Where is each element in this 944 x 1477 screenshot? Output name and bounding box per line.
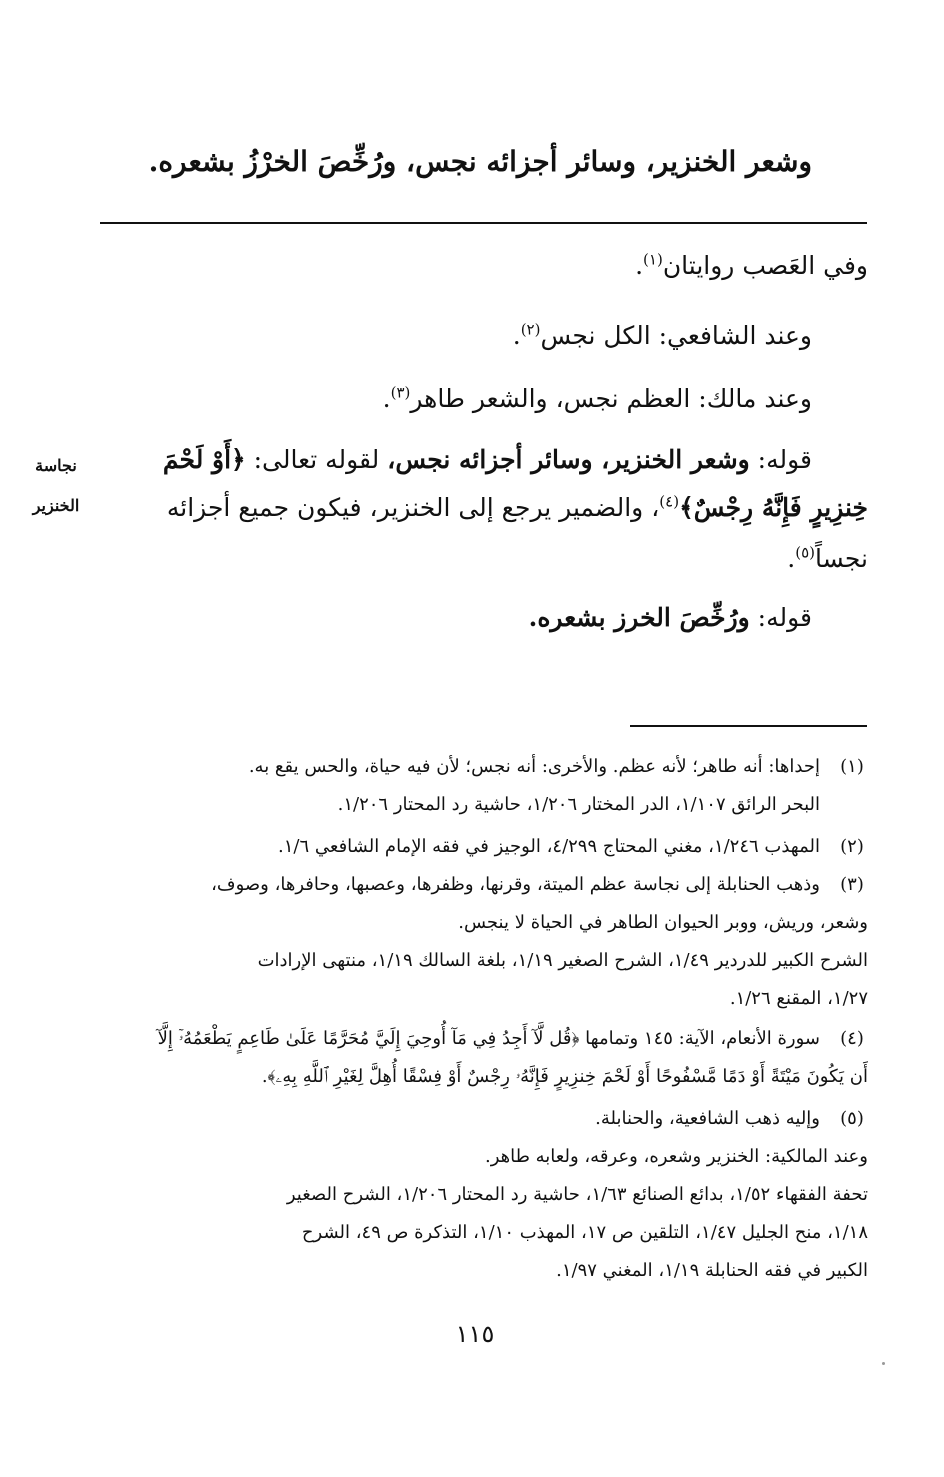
paragraph-end: . [382, 384, 391, 413]
footnote-line: وشعر، وريش، ووبر الحيوان الطاهر في الحياة لا ينجس. [458, 912, 868, 933]
footnote-line: سورة الأنعام، الآية: ١٤٥ وتمامها ﴿قُل لَّآ أَجِدُ فِي مَآ أُوحِيَ إِلَيَّ مُحَرَّمًا عَلَىٰ طَاعِمٍ يَطْعَمُهُۥٓ إِلَّآ [157, 1028, 820, 1049]
paragraph-shafii [513, 314, 812, 358]
footnote-ref-4[interactable]: (٤) [659, 492, 680, 511]
footnote-line: الكبير في فقه الحنابلة ١/١٩، المغني ١/٩٧. [556, 1260, 868, 1281]
footnote-line: البحر الرائق ١/١٠٧، الدر المختار ١/٢٠٦، حاشية رد المحتار ١/٢٠٦. [337, 794, 820, 815]
footnote-ref-2[interactable]: (٢) [520, 320, 541, 339]
footnote-1 [103, 748, 868, 824]
paragraph-end: . [635, 251, 644, 280]
footnote-ref-3[interactable]: (٣) [390, 383, 411, 402]
footnote-number: (١) [840, 756, 864, 777]
footnote-number: (٤) [840, 1028, 864, 1049]
footnote-3 [103, 866, 868, 1018]
paragraph-end: . [512, 321, 521, 350]
paragraph-text: وعند مالك: العظم نجس، والشعر طاهر [410, 384, 812, 413]
footnote-line: ١/٢٧، المقنع ١/٢٦. [729, 988, 868, 1009]
footnote-line: المهذب ١/٢٤٦، مغني المحتاج ٤/٢٩٩، الوجيز في فقه الإمام الشافعي ١/٦. [278, 836, 820, 857]
quran-verse-end: خِنزِيرٍ فَإِنَّهُ رِجْسٌ﴾ [679, 493, 868, 522]
page-number: ١١٥ [455, 1320, 495, 1348]
paragraph-text: وفي العَصب روايتان [662, 251, 868, 280]
paragraph-pig-line3 [787, 537, 868, 581]
paragraph-text: ، والضمير يرجع إلى الخنزير، فيكون جميع أجزائه [166, 493, 660, 522]
paragraph-pig-line2 [167, 486, 868, 530]
footnote-line: تحفة الفقهاء ١/٥٢، بدائع الصنائع ١/٦٣، حاشية رد المحتار ١/٢٠٦، الشرح الصغير [286, 1184, 868, 1205]
paragraph-nerves [635, 244, 868, 288]
quote-intro: قوله: [749, 603, 812, 632]
footnote-line: إحداها: أنه طاهر؛ لأنه عظم. والأخرى: أنه نجس؛ لأن فيه حياة، والحس يقع به. [248, 756, 820, 777]
quran-verse-start: ﴿أَوْ لَحْمَ [162, 445, 246, 474]
footnote-ref-1[interactable]: (١) [643, 250, 663, 269]
footnote-5 [103, 1100, 868, 1290]
scan-mark [882, 1362, 885, 1365]
footnote-line: وذهب الحنابلة إلى نجاسة عظم الميتة، وقرنها، وظفرها، وعصبها، وحافرها، وصوف، [211, 874, 820, 895]
margin-note: نجاسة الخنزير [32, 456, 80, 515]
footnote-line: ١/١٨، منح الجليل ١/٤٧، التلقين ص ١٧، المهذب ١/١٠، التذكرة ص ٤٩، الشرح [301, 1222, 868, 1243]
section-heading: وشعر الخنزير، وسائر أجزائه نجس، ورُخِّصَ الخرْزُ بشعره. [148, 145, 812, 178]
footnote-divider [630, 725, 867, 727]
footnote-number: (٣) [840, 874, 864, 895]
footnote-2 [103, 828, 868, 866]
paragraph-pig-line1 [163, 438, 812, 482]
footnote-number: (٢) [840, 836, 864, 857]
paragraph-malik [383, 377, 812, 421]
footnote-line: أَن يَكُونَ مَيْتَةً أَوْ دَمًا مَّسْفُوحًا أَوْ لَحْمَ خِنزِيرٍ فَإِنَّهُۥ رِجْسٌ أَوْ فِسْقًا أُهِلَّ لِغَيْرِ ٱللَّهِ بِهِۦ﴾. [261, 1066, 868, 1087]
footnote-4 [103, 1020, 868, 1096]
footnote-line: وعند المالكية: الخنزير وشعره، وعرقه، ولعابه طاهر. [484, 1146, 868, 1167]
paragraph-text: نجساً [814, 544, 868, 573]
quoted-matn: وشعر الخنزير، وسائر أجزائه نجس، [387, 445, 750, 474]
paragraph-text: وعند الشافعي: الكل نجس [540, 321, 812, 350]
quoted-matn: ورُخِّصَ الخرز بشعره. [528, 603, 750, 632]
footnote-line: الشرح الكبير للدردير ١/٤٩، الشرح الصغير ١/١٩، بلغة السالك ١/١٩، منتهى الإرادات [257, 950, 868, 971]
heading-divider [100, 222, 867, 224]
quote-intro: قوله: [749, 445, 812, 474]
footnote-line: وإليه ذهب الشافعية، والحنابلة. [595, 1108, 820, 1129]
footnote-number: (٥) [840, 1108, 864, 1129]
paragraph-end: . [787, 544, 796, 573]
footnote-ref-5[interactable]: (٥) [795, 543, 815, 562]
paragraph-text: لقوله تعالى: [245, 445, 388, 474]
paragraph-sewing [529, 596, 812, 640]
